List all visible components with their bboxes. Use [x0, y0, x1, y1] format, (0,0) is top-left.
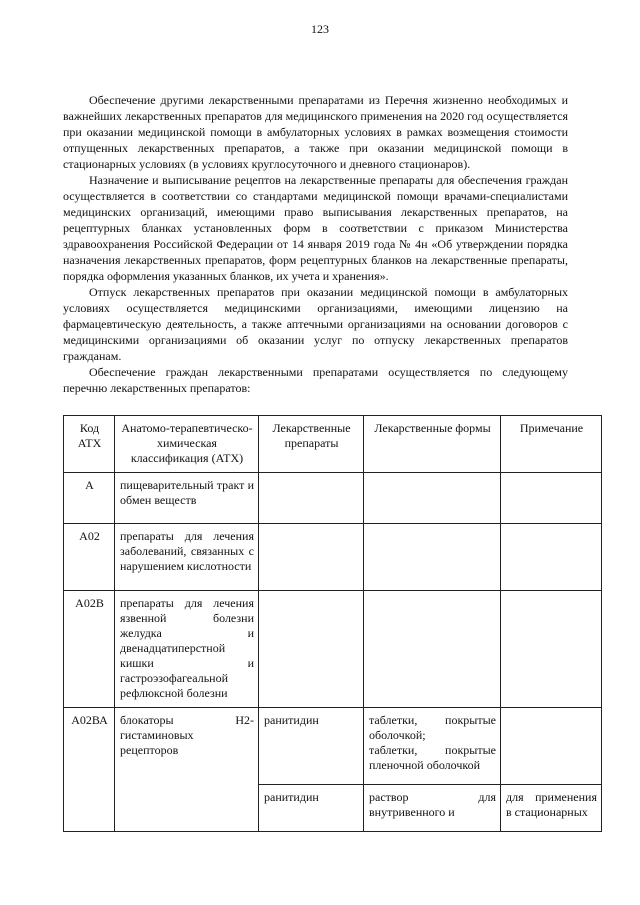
cell-classification: блокаторы Н2-гистаминовых рецепторов	[115, 708, 259, 832]
cell-code: А02	[64, 524, 115, 591]
cell-form	[364, 708, 501, 785]
paragraph-2: Назначение и выписывание рецептов на лекарственные препараты для обеспечения граждан осуществляется в соответствии со стандартами медицинской помощи врачами-специалистами медицинских организаций, имеющими право выписывания лекарственных препаратов, на рецептурных бланках установленных форм в соответствии с приказом Министерства здравоохранения Российской Федерации от 14 января 2019 года № 4н «Об утверждении порядка назначения лекарственных препаратов, форм рецептурных бланков на лекарственные препараты, порядка оформления указанных бланков, их учета и хранения».	[63, 173, 568, 283]
cell-note	[501, 591, 602, 708]
header-notes: Примечание	[501, 416, 602, 473]
cell-classification: пищеварительный тракт и обмен веществ	[115, 473, 259, 524]
cell-drug	[259, 524, 364, 591]
cell-note	[501, 473, 602, 524]
paragraph-4: Обеспечение граждан лекарственными препаратами осуществляется по следующему перечню лекарственных препаратов:	[63, 365, 568, 395]
body-text	[63, 92, 568, 396]
page-number: 123	[311, 22, 329, 36]
header-drugs: Лекарственные препараты	[259, 416, 364, 473]
paragraph-1: Обеспечение другими лекарственными препаратами из Перечня жизненно необходимых и важнейших лекарственных препаратов для медицинского применения на 2020 год осуществляется при оказании медицинской помощи в амбулаторных условиях в рамках возмещения стоимости отпущенных лекарственных препаратов, а также при оказании медицинской помощи в стационарных условиях (в условиях круглосуточного и дневного стационаров).	[63, 93, 568, 171]
cell-drug: ранитидин	[259, 785, 364, 832]
form-line: таблетки, покрытые пленочной оболочкой	[369, 743, 496, 772]
cell-drug	[259, 591, 364, 708]
header-forms: Лекарственные формы	[364, 416, 501, 473]
cell-drug: ранитидин	[259, 708, 364, 785]
cell-classification: препараты для лечения язвенной болезни желудка и двенадцатиперстной кишки и гастроэзофагеальной рефлюксной болезни	[115, 591, 259, 708]
cell-code: А	[64, 473, 115, 524]
cell-form	[364, 473, 501, 524]
table-row	[64, 591, 602, 708]
form-line: таблетки, покрытые оболочкой;	[369, 713, 496, 742]
header-code: Код АТХ	[64, 416, 115, 473]
table-header-row	[64, 416, 602, 473]
table-row	[64, 524, 602, 591]
paragraph-3: Отпуск лекарственных препаратов при оказании медицинской помощи в амбулаторных условиях осуществляется медицинскими организациями, имеющими лицензию на фармацевтическую деятельность, а также аптечными организациями на основании договоров с медицинскими организациями об оказании услуг по отпуску лекарственных препаратов гражданам.	[63, 285, 568, 363]
cell-code: А02В	[64, 591, 115, 708]
table-row	[64, 473, 602, 524]
cell-note: для применения в стационарных	[501, 785, 602, 832]
cell-note	[501, 524, 602, 591]
header-classification: Анатомо-терапевтическо-химическая классификация (АТХ)	[115, 416, 259, 473]
table-row	[64, 708, 602, 785]
cell-form	[364, 591, 501, 708]
cell-drug	[259, 473, 364, 524]
cell-note	[501, 708, 602, 785]
cell-form	[364, 524, 501, 591]
cell-classification: препараты для лечения заболеваний, связанных с нарушением кислотности	[115, 524, 259, 591]
cell-form: раствор для внутривенного и	[364, 785, 501, 832]
cell-code: А02ВА	[64, 708, 115, 832]
drug-list-table	[63, 415, 602, 832]
